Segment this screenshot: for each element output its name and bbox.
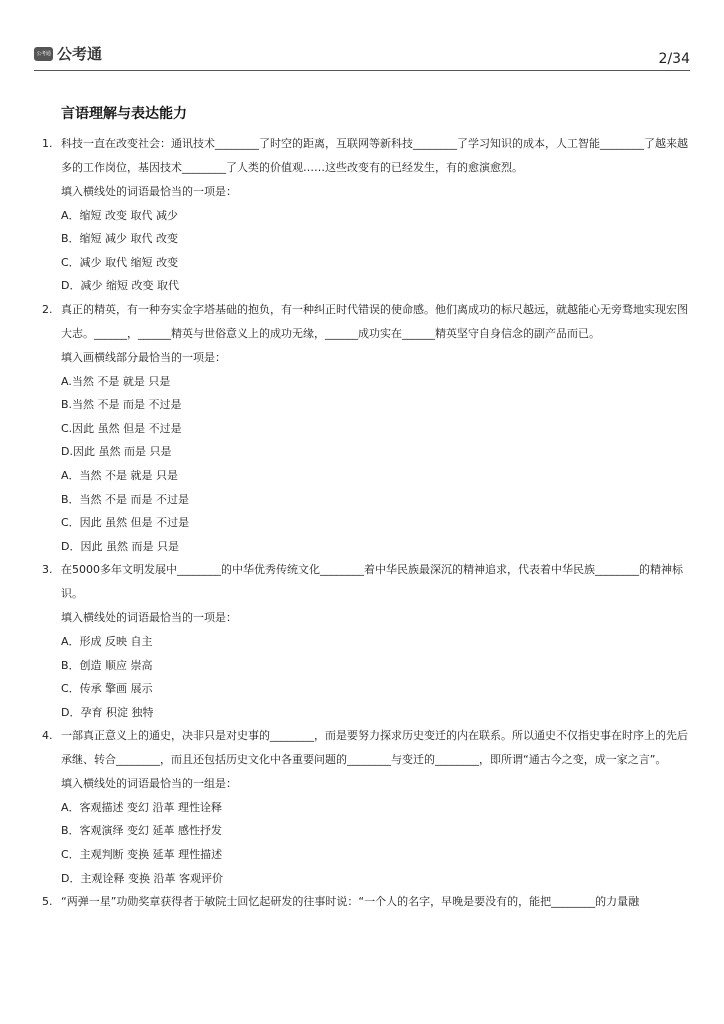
answer-option[interactable]: D．孕育 积淀 独特: [61, 705, 154, 719]
header-divider: [34, 70, 690, 71]
answer-option[interactable]: D．减少 缩短 改变 取代: [61, 279, 179, 293]
answer-option[interactable]: D．主观诠释 变换 沿革 客观评价: [61, 871, 223, 885]
question-item: [42, 298, 690, 558]
answer-option[interactable]: B．缩短 减少 取代 改变: [61, 232, 179, 246]
question-number: 1.: [42, 137, 53, 150]
brand-name: 公考通: [57, 45, 103, 63]
answer-option[interactable]: A．缩短 改变 取代 减少: [61, 208, 179, 222]
question-number: 3.: [42, 563, 53, 577]
answer-option[interactable]: A.当然 不是 就是 只是: [61, 374, 171, 388]
page-number: 2/34: [658, 51, 690, 67]
question-list: [42, 132, 690, 914]
question-prompt: 填入横线处的词语最恰当的一组是：: [61, 777, 237, 791]
question-number: 5.: [42, 895, 53, 909]
question-item: [42, 724, 690, 890]
section-title: 言语理解与表达能力: [61, 106, 187, 122]
answer-option[interactable]: A．当然 不是 就是 只是: [61, 468, 179, 482]
question-stem: “两弹一星”功勋奖章获得者于敏院士回忆起研发的往事时说：“一个人的名字，早晚是要没有的，能把________的力量融: [61, 895, 640, 909]
question-number: 4.: [42, 729, 53, 743]
answer-option[interactable]: A．客观描述 变幻 沿革 理性诠释: [61, 800, 223, 814]
answer-option[interactable]: C．减少 取代 缩短 改变: [61, 255, 179, 269]
answer-option[interactable]: B．创造 顺应 崇高: [61, 658, 153, 672]
question-item: [42, 558, 690, 724]
question-stem: 在5000多年文明发展中________的中华优秀传统文化________着中华民族最深沉的精神追求，代表着中华民族________的精神标识。: [61, 563, 683, 601]
question-stem: 一部真正意义上的通史，决非只是对史事的________，而是要努力探求历史变迁的内在联系。所以通史不仅指史事在时序上的先后承继、转合________，而且还包括历史文化中各重要问题的________与变迁的________，即所谓“通古今之变，成一家之言”。: [61, 729, 688, 767]
answer-option[interactable]: C．传承 擎画 展示: [61, 682, 153, 696]
logo-icon: 公考通: [34, 47, 53, 61]
question-prompt: 填入横线处的词语最恰当的一项是：: [61, 185, 237, 198]
answer-option[interactable]: B．客观演绎 变幻 延革 感性抒发: [61, 824, 223, 838]
page-header: [34, 44, 690, 70]
answer-option[interactable]: C．主观判断 变换 延革 理性描述: [61, 848, 223, 862]
question-stem: 科技一直在改变社会：通讯技术________了时空的距离，互联网等新科技________了学习知识的成本，人工智能________了越来越多的工作岗位，基因技术________了人类的价值观……这些改变有的已经发生，有的愈演愈烈。: [61, 137, 688, 174]
answer-option[interactable]: A．形成 反映 自主: [61, 634, 153, 648]
answer-option[interactable]: D．因此 虽然 而是 只是: [61, 539, 179, 553]
answer-option[interactable]: B.当然 不是 而是 不过是: [61, 398, 182, 412]
question-number: 2.: [42, 302, 53, 316]
answer-option[interactable]: C.因此 虽然 但是 不过是: [61, 421, 182, 435]
question-prompt: 填入画横线部分最恰当的一项是：: [61, 350, 226, 364]
question-item: [42, 132, 690, 298]
answer-option[interactable]: C．因此 虽然 但是 不过是: [61, 516, 190, 530]
answer-option[interactable]: D.因此 虽然 而是 只是: [61, 445, 172, 459]
question-item: [42, 890, 690, 914]
question-prompt: 填入横线处的词语最恰当的一项是：: [61, 611, 237, 625]
question-stem: 真正的精英，有一种夯实金字塔基础的抱负，有一种纠正时代错误的使命感。他们离成功的标尺越远，就越能心无旁骛地实现宏图大志。______，______精英与世俗意义上的成功无缘，______成功实在______精英坚守自身信念的副产品而已。: [61, 302, 688, 340]
answer-option[interactable]: B．当然 不是 而是 不过是: [61, 492, 190, 506]
